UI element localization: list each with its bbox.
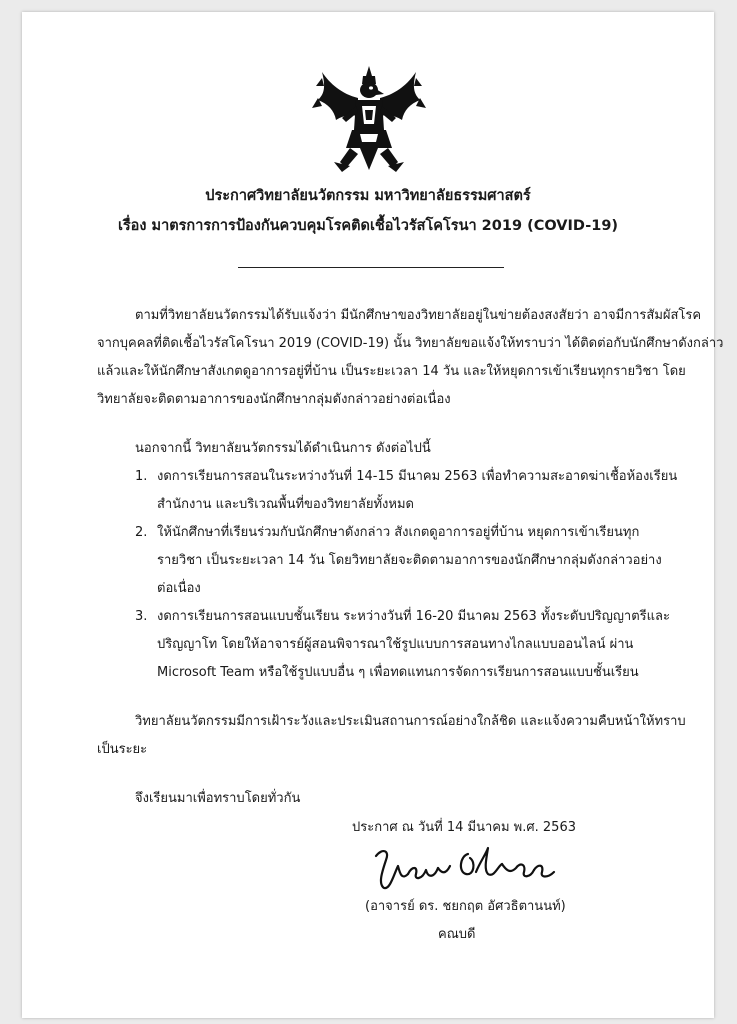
paragraph-line: วิทยาลัยจะติดตามอาการของนักศึกษากลุ่มดังกล่าวอย่างต่อเนื่อง — [97, 392, 451, 407]
list-item-line: งดการเรียนการสอนในระหว่างวันที่ 14-15 มีนาคม 2563 เพื่อทำความสะอาดฆ่าเชื้อห้องเรียน — [157, 469, 678, 484]
announcement-page — [22, 12, 724, 1018]
signature-image — [372, 844, 557, 892]
list-item-number: 3. — [135, 609, 148, 624]
list-item-line: ปริญญาโท โดยให้อาจารย์ผู้สอนพิจารณาใช้รูปแบบการสอนทางไกลแบบออนไลน์ ผ่าน — [157, 637, 634, 652]
paragraph-line: แล้วและให้นักศึกษาสังเกตดูอาการอยู่ที่บ้าน เป็นระยะเวลา 14 วัน และให้หยุดการเข้าเรียนทุกรายวิชา โดย — [97, 364, 686, 379]
title-divider — [238, 267, 504, 268]
list-intro: นอกจากนี้ วิทยาลัยนวัตกรรมได้ดำเนินการ ดังต่อไปนี้ — [135, 441, 431, 456]
paragraph-line: วิทยาลัยนวัตกรรมมีการเฝ้าระวังและประเมินสถานการณ์อย่างใกล้ชิด และแจ้งความคืบหน้าให้ทราบ — [135, 714, 686, 729]
list-item-line: ให้นักศึกษาที่เรียนร่วมกับนักศึกษาดังกล่าว สังเกตดูอาการอยู่ที่บ้าน หยุดการเข้าเรียนทุก — [157, 525, 640, 540]
announcement-title: ประกาศวิทยาลัยนวัตกรรม มหาวิทยาลัยธรรมศาสตร์ — [205, 188, 531, 204]
list-item-line: สำนักงาน และบริเวณพื้นที่ของวิทยาลัยทั้งหมด — [157, 497, 414, 512]
list-item-line: งดการเรียนการสอนแบบชั้นเรียน ระหว่างวันที่ 16-20 มีนาคม 2563 ทั้งระดับปริญญาตรีและ — [157, 609, 670, 624]
list-item-line: รายวิชา เป็นระยะเวลา 14 วัน โดยวิทยาลัยจะติดตามอาการของนักศึกษากลุ่มดังกล่าวอย่าง — [157, 553, 662, 568]
signer-title: คณบดี — [438, 927, 476, 942]
paragraph-line: ตามที่วิทยาลัยนวัตกรรมได้รับแจ้งว่า มีนักศึกษาของวิทยาลัยอยู่ในข่ายต้องสงสัยว่า อาจมีการสัมผัสโรค — [135, 308, 702, 323]
announcement-subject: เรื่อง มาตรการการป้องกันควบคุมโรคติดเชื้อไวรัสโคโรนา 2019 (COVID-19) — [117, 218, 619, 234]
signer-name: (อาจารย์ ดร. ชยกฤต อัศวธิตานนท์) — [365, 899, 566, 914]
closing-line: จึงเรียนมาเพื่อทราบโดยทั่วกัน — [135, 791, 301, 806]
list-item-line: ต่อเนื่อง — [157, 581, 201, 596]
announcement-date: ประกาศ ณ วันที่ 14 มีนาคม พ.ศ. 2563 — [352, 820, 576, 835]
list-item-number: 2. — [135, 525, 148, 540]
paragraph-line: จากบุคคลที่ติดเชื้อไวรัสโคโรนา 2019 (COVID-19) นั้น วิทยาลัยขอแจ้งให้ทราบว่า ได้ติดต่อกับนักศึกษาดังกล่าว — [97, 336, 724, 351]
list-item-number: 1. — [135, 469, 148, 484]
paragraph-line: เป็นระยะ — [97, 742, 148, 757]
list-item-line: Microsoft Team หรือใช้รูปแบบอื่น ๆ เพื่อทดแทนการจัดการเรียนการสอนแบบชั้นเรียน — [157, 665, 639, 680]
garuda-emblem-icon — [312, 64, 426, 172]
